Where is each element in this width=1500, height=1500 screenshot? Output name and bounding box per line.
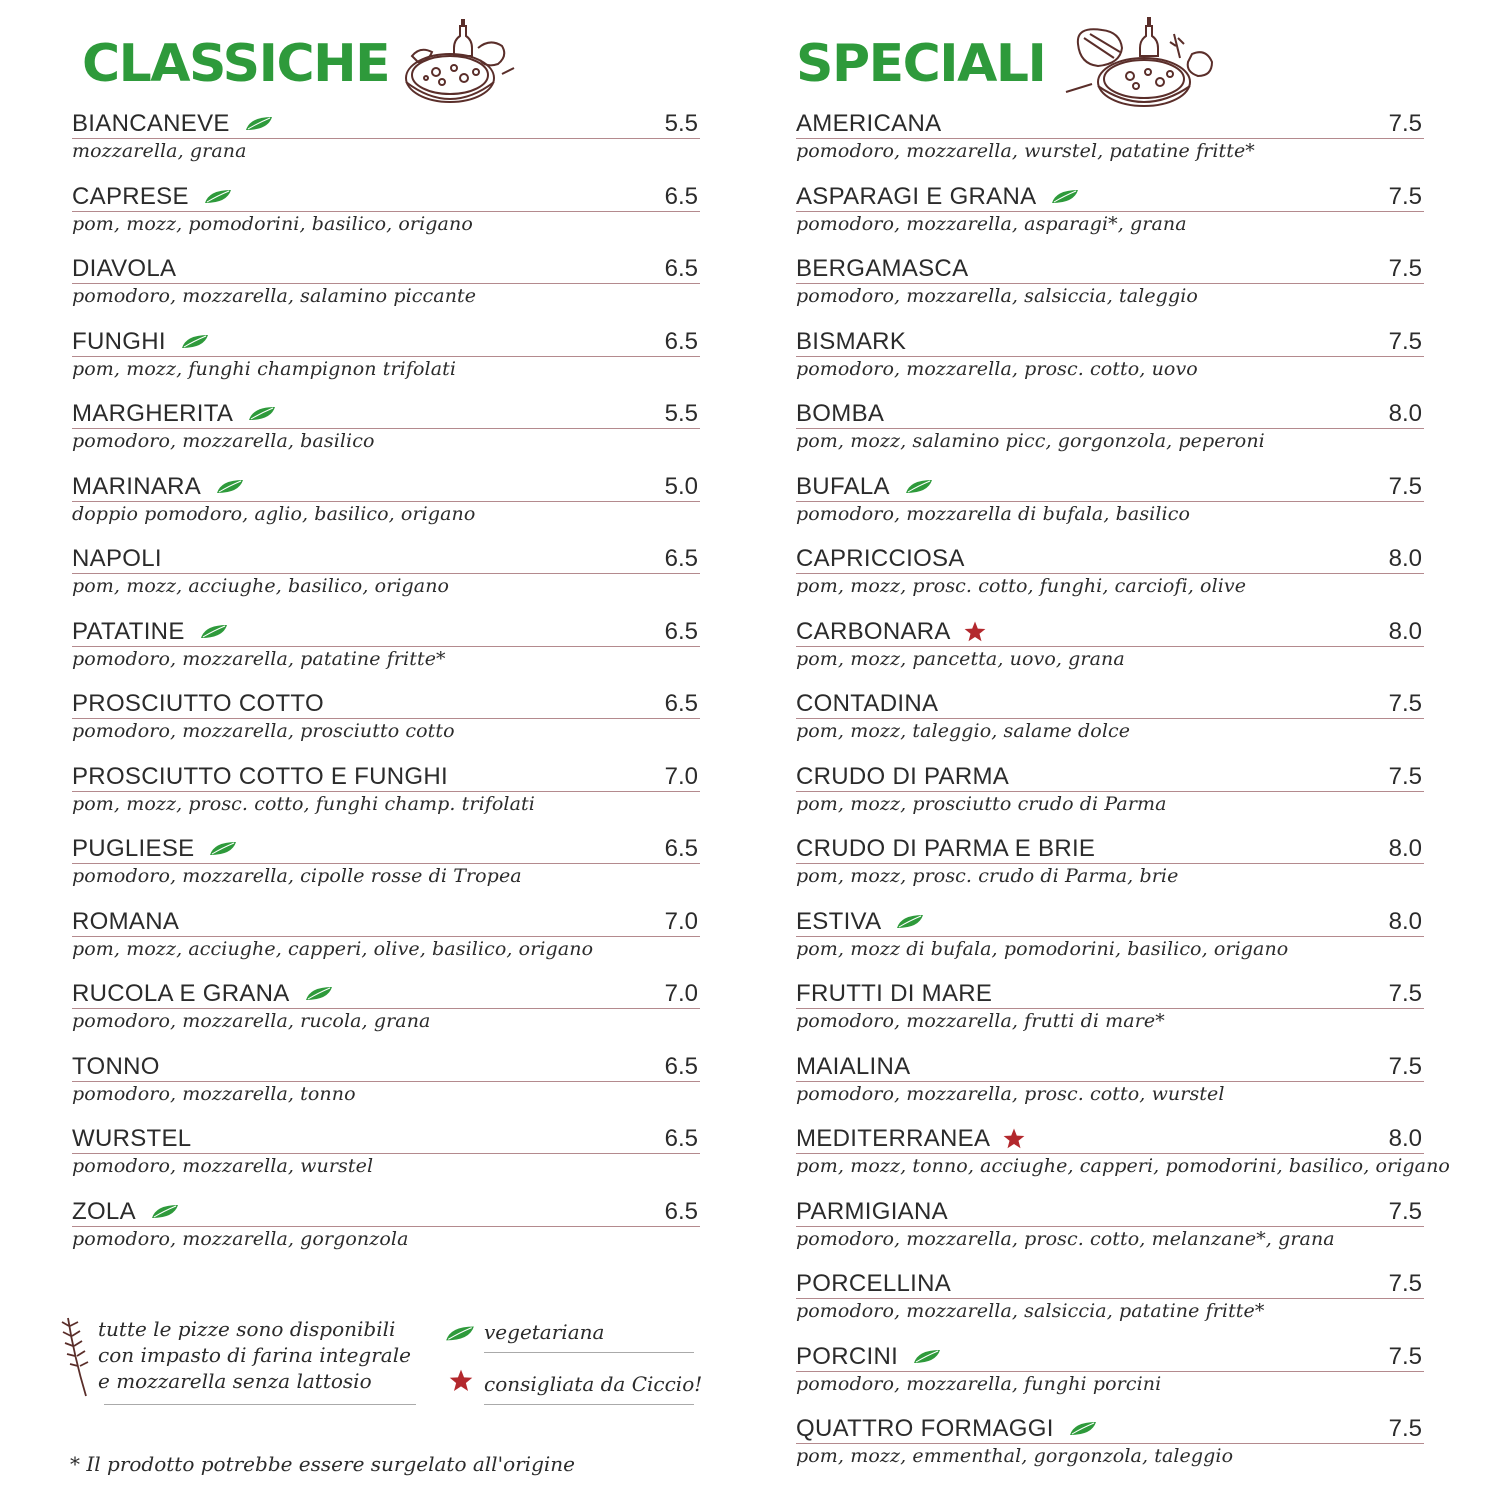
menu-item xyxy=(72,1125,700,1198)
menu-item-price: 6.5 xyxy=(664,1125,698,1152)
menu-item-description: pomodoro, mozzarella, prosc. cotto, uovo xyxy=(796,357,1198,380)
legend-note-line: tutte le pizze sono disponibili xyxy=(98,1317,396,1341)
menu-item-row xyxy=(796,183,1424,212)
menu-item-row xyxy=(796,980,1424,1009)
menu-item-description: pomodoro, mozzarella, prosc. cotto, melanzane*, grana xyxy=(796,1227,1335,1250)
menu-item-row xyxy=(72,835,700,864)
menu-item-row xyxy=(796,545,1424,574)
menu-item-row xyxy=(72,908,700,937)
menu-item-name: CARBONARA xyxy=(796,617,951,645)
menu-item-row xyxy=(796,1125,1424,1154)
menu-item-description: pom, mozz, emmenthal, gorgonzola, taleggio xyxy=(796,1445,1234,1467)
menu-item xyxy=(72,763,700,836)
menu-item-description: pomodoro, mozzarella, asparagi*, grana xyxy=(796,212,1187,235)
menu-item-name: QUATTRO FORMAGGI xyxy=(796,1415,1054,1442)
menu-item-name: CONTADINA xyxy=(796,690,939,717)
menu-item-row xyxy=(796,835,1424,864)
menu-item-name: RUCOLA E GRANA xyxy=(72,980,290,1007)
menu-item-price: 7.5 xyxy=(1388,1415,1422,1442)
menu-item-description: pomodoro, mozzarella, rucola, grana xyxy=(72,1010,431,1032)
leaf-icon xyxy=(247,405,277,423)
menu-item-price: 7.5 xyxy=(1388,1342,1422,1370)
leaf-icon xyxy=(208,840,238,858)
menu-item-row xyxy=(796,1415,1424,1444)
menu-item-price: 7.0 xyxy=(664,980,698,1007)
menu-item-price: 5.0 xyxy=(664,472,698,500)
menu-item-price: 5.5 xyxy=(664,400,698,427)
menu-item xyxy=(72,110,700,183)
menu-item-price: 7.5 xyxy=(1388,690,1422,717)
leaf-icon xyxy=(304,985,334,1003)
menu-item-description: pom, mozz, tonno, acciughe, capperi, pomodorini, basilico, origano xyxy=(796,1155,1450,1177)
menu-item-price: 8.0 xyxy=(1388,400,1422,427)
leaf-icon xyxy=(1068,1420,1098,1438)
menu-item-price: 7.5 xyxy=(1388,1197,1422,1225)
menu-item-price: 7.5 xyxy=(1388,327,1422,355)
menu-item-price: 6.5 xyxy=(664,1052,698,1080)
menu-item xyxy=(72,255,700,328)
pizza-illustration-icon xyxy=(398,16,518,120)
menu-item-row xyxy=(796,1198,1424,1227)
menu-item xyxy=(72,908,700,981)
menu-item-price: 7.5 xyxy=(1388,472,1422,500)
divider xyxy=(104,1404,416,1405)
menu-item-description: pomodoro, mozzarella, wurstel xyxy=(72,1155,374,1177)
pizza-ingredients-illustration-icon xyxy=(1062,14,1222,120)
menu-item-name: PORCINI xyxy=(796,1342,899,1370)
leaf-icon xyxy=(912,1348,942,1366)
menu-item xyxy=(72,980,700,1053)
menu-item-name: FRUTTI DI MARE xyxy=(796,980,993,1007)
classiche-list xyxy=(72,110,700,1270)
menu-item xyxy=(796,763,1424,836)
menu-item-row xyxy=(796,400,1424,429)
menu-item xyxy=(72,400,700,473)
menu-item-price: 7.5 xyxy=(1388,980,1422,1007)
leaf-icon xyxy=(215,478,245,496)
menu-item-row xyxy=(796,255,1424,284)
menu-item xyxy=(796,1053,1424,1126)
menu-item-price: 6.5 xyxy=(664,690,698,717)
menu-item xyxy=(796,1198,1424,1271)
star-icon xyxy=(963,620,987,644)
menu-item-name: FUNGHI xyxy=(72,327,166,355)
menu-item-row xyxy=(72,1053,700,1082)
recommended-label: consigliata da Ciccio! xyxy=(484,1372,703,1396)
menu-item-price: 6.5 xyxy=(664,545,698,572)
menu-item-name: BERGAMASCA xyxy=(796,255,969,282)
menu-item-row xyxy=(72,1125,700,1154)
menu-item-row xyxy=(796,328,1424,357)
menu-item-name: DIAVOLA xyxy=(72,255,177,282)
menu-item-name: BISMARK xyxy=(796,327,907,355)
leaf-icon xyxy=(150,1203,180,1221)
menu-item-name: MAIALINA xyxy=(796,1052,911,1080)
menu-item-description: pom, mozz, pomodorini, basilico, origano xyxy=(72,212,473,235)
menu-item xyxy=(796,1343,1424,1416)
menu-item-name: MARINARA xyxy=(72,472,202,500)
menu-item-row xyxy=(796,1053,1424,1082)
menu-item-description: mozzarella, grana xyxy=(72,140,247,162)
menu-item-price: 6.5 xyxy=(664,835,698,862)
divider xyxy=(484,1352,694,1353)
leaf-icon xyxy=(180,333,210,351)
menu-item xyxy=(796,255,1424,328)
legend-note xyxy=(98,1316,418,1394)
menu-item-description: pomodoro, mozzarella, salamino piccante xyxy=(72,285,477,307)
menu-item-name: AMERICANA xyxy=(796,110,942,137)
menu-item-price: 6.5 xyxy=(664,182,698,210)
menu-item-name: PORCELLINA xyxy=(796,1270,952,1297)
menu-item-row xyxy=(72,183,700,212)
menu-item-price: 7.5 xyxy=(1388,255,1422,282)
menu-item-name: ASPARAGI E GRANA xyxy=(796,182,1037,210)
menu-item-name: ROMANA xyxy=(72,907,180,935)
menu-item xyxy=(72,618,700,691)
menu-item-price: 5.5 xyxy=(664,110,698,137)
speciali-list xyxy=(796,110,1450,1488)
menu-item xyxy=(72,1198,700,1271)
menu-item-description: pom, mozz, prosc. crudo di Parma, brie xyxy=(796,865,1179,887)
menu-item-row xyxy=(796,1270,1424,1299)
menu-item-description: pom, mozz di bufala, pomodorini, basilico, origano xyxy=(796,937,1289,960)
menu-item-row xyxy=(796,110,1424,139)
menu-item-description: pom, mozz, salamino picc, gorgonzola, peperoni xyxy=(796,430,1265,452)
menu-item-price: 8.0 xyxy=(1388,835,1422,862)
leaf-icon xyxy=(1050,188,1080,206)
menu-item-description: pom, mozz, acciughe, capperi, olive, basilico, origano xyxy=(72,937,594,960)
menu-item-price: 7.5 xyxy=(1388,1052,1422,1080)
classiche-title: CLASSICHE xyxy=(82,34,390,94)
menu-item-description: pomodoro, mozzarella, salsiccia, taleggio xyxy=(796,285,1198,307)
menu-item-description: pomodoro, mozzarella, frutti di mare* xyxy=(796,1010,1165,1032)
menu-item-row xyxy=(796,690,1424,719)
menu-item-row xyxy=(72,400,700,429)
footnote: * Il prodotto potrebbe essere surgelato all'origine xyxy=(70,1452,575,1476)
menu-item-name: TONNO xyxy=(72,1052,160,1080)
menu-item xyxy=(796,1415,1424,1488)
menu-item-name: CAPRESE xyxy=(72,182,189,210)
menu-item-price: 6.5 xyxy=(664,327,698,355)
menu-item-row xyxy=(72,255,700,284)
menu-item-price: 8.0 xyxy=(1388,545,1422,572)
menu-item-row xyxy=(72,980,700,1009)
menu-item-description: pomodoro, mozzarella, wurstel, patatine fritte* xyxy=(796,140,1255,162)
menu-item-price: 8.0 xyxy=(1388,907,1422,935)
menu-item xyxy=(796,400,1424,473)
menu-item-price: 7.5 xyxy=(1388,762,1422,790)
menu-item-name: PARMIGIANA xyxy=(796,1197,948,1225)
menu-item-name: BIANCANEVE xyxy=(72,110,230,137)
menu-item xyxy=(796,908,1424,981)
menu-item-price: 8.0 xyxy=(1388,1125,1422,1152)
menu-item xyxy=(72,473,700,546)
menu-item-description: pomodoro, mozzarella, basilico xyxy=(72,430,375,452)
menu-item xyxy=(796,1125,1450,1198)
menu-item-description: pomodoro, mozzarella, prosciutto cotto xyxy=(72,720,455,742)
menu-item xyxy=(796,110,1424,183)
menu-item-description: pom, mozz, prosciutto crudo di Parma xyxy=(796,792,1167,815)
menu-item-description: pomodoro, mozzarella, salsiccia, patatine fritte* xyxy=(796,1300,1265,1322)
menu-item-name: BUFALA xyxy=(796,472,890,500)
leaf-icon xyxy=(244,115,274,133)
menu-item-row xyxy=(796,1343,1424,1372)
menu-item-description: pom, mozz, pancetta, uovo, grana xyxy=(796,647,1125,670)
menu-item xyxy=(72,328,700,401)
menu-item-name: BOMBA xyxy=(796,400,885,427)
vegetarian-label: vegetariana xyxy=(484,1320,605,1344)
speciali-title: SPECIALI xyxy=(796,34,1046,94)
menu-item-row xyxy=(72,690,700,719)
legend-note-line: con impasto di farina integrale xyxy=(98,1343,411,1367)
menu-item-description: pom, mozz, prosc. cotto, funghi, carciofi, olive xyxy=(796,575,1247,597)
menu-item-name: PROSCIUTTO COTTO E FUNGHI xyxy=(72,762,448,790)
menu-item-row xyxy=(796,473,1424,502)
leaf-icon xyxy=(444,1324,476,1344)
menu-item-row xyxy=(72,110,700,139)
menu-item xyxy=(796,328,1424,401)
leaf-icon xyxy=(199,623,229,641)
menu-item-price: 6.5 xyxy=(664,255,698,282)
menu-item-description: pomodoro, mozzarella, tonno xyxy=(72,1082,356,1105)
rosemary-sprig-icon xyxy=(60,1316,90,1400)
menu-item xyxy=(72,183,700,256)
menu-item-description: pomodoro, mozzarella, cipolle rosse di Tropea xyxy=(72,865,522,887)
menu-item-name: WURSTEL xyxy=(72,1125,192,1152)
menu-item xyxy=(796,1270,1424,1343)
menu-item xyxy=(72,835,700,908)
menu-item-name: CAPRICCIOSA xyxy=(796,545,965,572)
menu-item-row xyxy=(72,1198,700,1227)
menu-item-price: 7.5 xyxy=(1388,1270,1422,1297)
star-icon xyxy=(448,1368,474,1394)
menu-item-price: 6.5 xyxy=(664,617,698,645)
menu-item-row xyxy=(72,545,700,574)
menu-item-name: ESTIVA xyxy=(796,907,882,935)
menu-item-name: PATATINE xyxy=(72,617,185,645)
menu-item-row xyxy=(796,618,1424,647)
menu-item xyxy=(796,690,1424,763)
menu-item-name: ZOLA xyxy=(72,1197,136,1225)
divider xyxy=(484,1404,694,1405)
menu-item xyxy=(796,473,1424,546)
menu-item-description: pomodoro, mozzarella, funghi porcini xyxy=(796,1372,1162,1395)
menu-item xyxy=(72,690,700,763)
menu-item-description: pomodoro, mozzarella, prosc. cotto, wurstel xyxy=(796,1082,1225,1105)
menu-item xyxy=(72,1053,700,1126)
menu-item-description: pomodoro, mozzarella, gorgonzola xyxy=(72,1227,409,1250)
menu-item-description: doppio pomodoro, aglio, basilico, origano xyxy=(72,502,476,525)
menu-item-row xyxy=(72,618,700,647)
menu-item-row xyxy=(796,763,1424,792)
menu-item-price: 7.0 xyxy=(664,907,698,935)
leaf-icon xyxy=(203,188,233,206)
menu-item-price: 7.0 xyxy=(664,762,698,790)
menu-item-description: pomodoro, mozzarella di bufala, basilico xyxy=(796,502,1190,525)
menu-item-price: 7.5 xyxy=(1388,182,1422,210)
menu-item xyxy=(796,835,1424,908)
menu-item-row xyxy=(796,908,1424,937)
menu-item-name: CRUDO DI PARMA E BRIE xyxy=(796,835,1096,862)
menu-item-name: PROSCIUTTO COTTO xyxy=(72,690,324,717)
menu-item-description: pom, mozz, funghi champignon trifolati xyxy=(72,357,457,380)
menu-item-name: NAPOLI xyxy=(72,545,162,572)
menu-item-row xyxy=(72,328,700,357)
menu-item-price: 8.0 xyxy=(1388,617,1422,645)
menu-item xyxy=(796,183,1424,256)
menu-item xyxy=(796,618,1424,691)
menu-item-row xyxy=(72,763,700,792)
menu-item-name: MARGHERITA xyxy=(72,400,234,427)
menu-item-row xyxy=(72,473,700,502)
leaf-icon xyxy=(895,913,925,931)
menu-item xyxy=(796,545,1424,618)
menu-item-name: PUGLIESE xyxy=(72,835,195,862)
menu-item-description: pomodoro, mozzarella, patatine fritte* xyxy=(72,647,446,670)
menu-item-name: MEDITERRANEA xyxy=(796,1125,991,1152)
menu-item-description: pom, mozz, acciughe, basilico, origano xyxy=(72,575,450,597)
menu-item xyxy=(72,545,700,618)
legend xyxy=(60,1316,703,1416)
menu-item xyxy=(796,980,1424,1053)
menu-item-description: pom, mozz, prosc. cotto, funghi champ. trifolati xyxy=(72,792,535,815)
star-icon xyxy=(1002,1127,1026,1151)
menu-item-description: pom, mozz, taleggio, salame dolce xyxy=(796,720,1131,742)
leaf-icon xyxy=(904,478,934,496)
menu-item-price: 7.5 xyxy=(1388,110,1422,137)
menu-item-name: CRUDO DI PARMA xyxy=(796,762,1010,790)
menu-item-price: 6.5 xyxy=(664,1197,698,1225)
legend-note-line: e mozzarella senza lattosio xyxy=(98,1369,372,1393)
